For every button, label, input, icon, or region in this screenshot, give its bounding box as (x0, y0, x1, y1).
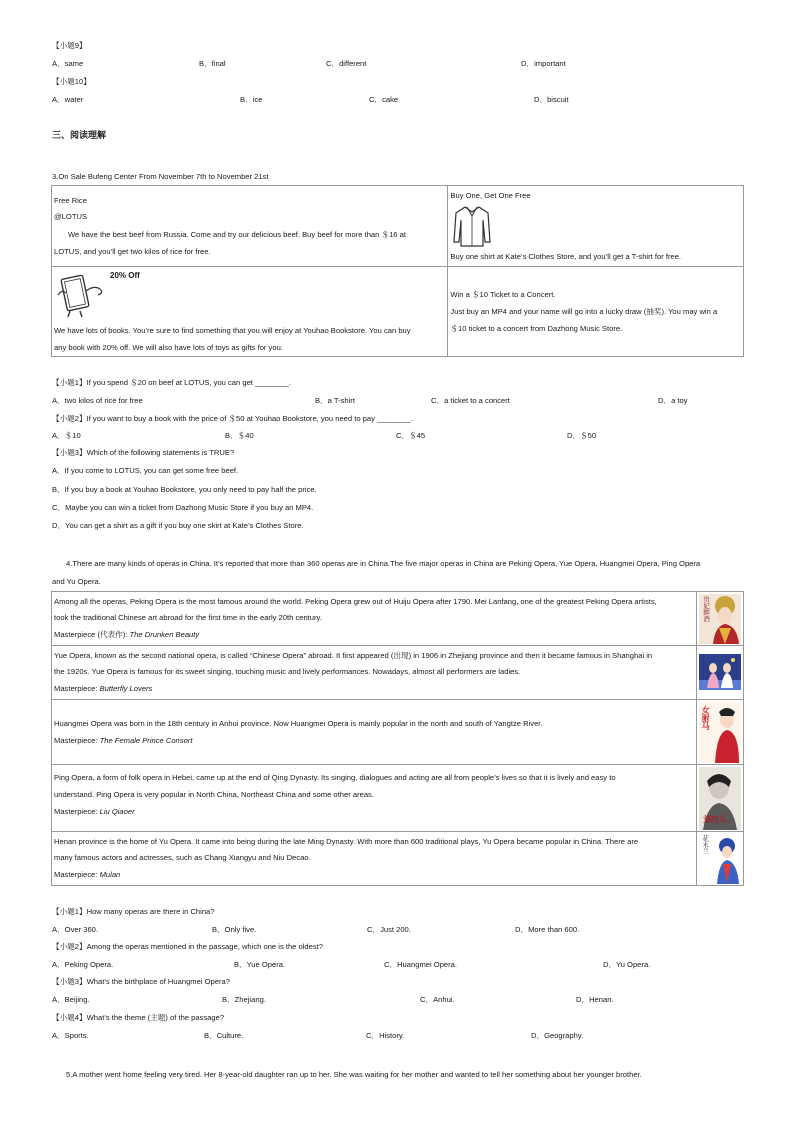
ad-rice-handle: @LOTUS (54, 212, 88, 221)
opera-image-cell (697, 592, 744, 646)
p4-q1-stem: 【小题1】How many operas are there in China? (52, 907, 215, 916)
ad-book-text-2: any book with 20% off. We will also have lots of toys as gifts for you. (54, 343, 283, 352)
opera-row-text: Ping Opera, a form of folk opera in Hebei, came up at the end of Qing Dynasty. Its singing, dialogues and acting are all from people’s lives so that it is lively and easy to (54, 773, 616, 782)
book-mascot-icon (54, 271, 106, 319)
p3-q3-option-b[interactable]: B．If you buy a book at Youhao Bookstore, you only need to pay half the price. (52, 485, 317, 494)
p3-q1-option-b[interactable]: B．a T-shirt (315, 396, 355, 405)
masterpiece-label: Masterpiece: (54, 807, 100, 816)
opera-image-cell (697, 765, 744, 832)
passage5-intro: 5.A mother went home feeling very tired. Her 8-year-old daughter ran up to her. She was waiting for her mother and wanted to tell her something about her younger brother. (66, 1070, 642, 1079)
ad-shirt-cell (448, 186, 744, 267)
p3-q3-option-c[interactable]: C．Maybe you can win a ticket from Dazhong Music Store if you buy an MP4. (52, 503, 314, 512)
p4-q1-option-a[interactable]: A．Over 360. (52, 925, 99, 934)
passage3-title: 3.On Sale Bufeng Center From November 7th to November 21st (52, 172, 269, 181)
opera-masterpiece (54, 684, 152, 694)
peking-opera-image-caption: 贵妃醉酒 (702, 596, 710, 622)
section-title: 三、阅读理解 (52, 130, 107, 140)
masterpiece-title: The Female Prince Consort (99, 736, 193, 745)
ad-shirt-text: Buy one shirt at Kate’s Clothes Store, and you’ll get a T-shirt for free. (450, 252, 682, 261)
p3-q1-option-a[interactable]: A．two kilos of rice for free (52, 396, 143, 405)
p3-q1-option-d[interactable]: D．a toy (658, 396, 688, 405)
ad-rice-title: Free Rice (54, 196, 87, 205)
p4-q2-option-b[interactable]: B．Yue Opera. (234, 960, 286, 969)
p4-q1-option-c[interactable]: C．Just 200. (367, 925, 411, 934)
operas-table (51, 591, 744, 886)
p4-q3-option-a[interactable]: A．Beijing. (52, 995, 90, 1004)
p3-q3-option-d[interactable]: D．You can get a shirt as a gift if you buy one skirt at Kate’s Clothes Store. (52, 521, 304, 530)
p3-q2-option-a[interactable]: A．＄10 (52, 431, 81, 440)
opera-row-text: Huangmei Opera was born in the 18th century in Anhui province. Now Huangmei Opera is mainly popular in the north and south of Yangtze River. (54, 719, 543, 728)
opera-row-yue (52, 646, 744, 700)
masterpiece-title: The Drunken Beauty (129, 630, 200, 639)
p4-q3-option-c[interactable]: C．Anhui. (420, 995, 455, 1004)
opera-image-cell (697, 832, 744, 886)
ad-ticket-text-2: ＄10 ticket to a concert from Dazhong Music Store. (450, 324, 623, 333)
p4-q4-option-a[interactable]: A．Sports. (52, 1031, 89, 1040)
opera-row-text: the 1920s. Yue Opera is famous for its sweet singing, touching music and lively performances. Nowadays, almost all performers are ladies. (54, 667, 521, 676)
p4-q1-option-b[interactable]: B．Only five. (212, 925, 257, 934)
q9-option-c[interactable]: C．different (326, 59, 367, 68)
masterpiece-title: Butterfly Lovers (99, 684, 153, 693)
p3-q2-stem: 【小题2】If you want to buy a book with the price of ＄50 at Youhao Bookstore, you need to pay ________. (52, 414, 413, 423)
ping-opera-image-caption: 刘巧儿 (703, 815, 728, 824)
yu-opera-image-caption: 花木兰 (701, 835, 709, 855)
opera-row-ping (52, 765, 744, 832)
ad-rice-text-2: LOTUS, and you’ll get two kilos of rice for free. (54, 247, 211, 256)
q9-option-d[interactable]: D．important (521, 59, 566, 68)
masterpiece-label: Masterpiece: (54, 870, 100, 879)
shirt-icon (452, 204, 492, 248)
p4-q4-option-c[interactable]: C．History. (366, 1031, 405, 1040)
ad-rice-cell (52, 186, 448, 267)
opera-image-cell (697, 646, 744, 700)
masterpiece-label: Masterpiece (代表作): (54, 630, 130, 639)
ad-ticket-text-1: Just buy an MP4 and your name will go into a lucky draw (抽奖). You may win a (450, 307, 718, 316)
opera-masterpiece (54, 630, 199, 640)
q9-option-b[interactable]: B．final (199, 59, 226, 68)
p3-q1-stem: 【小题1】If you spend ＄20 on beef at LOTUS, you can get ________. (52, 378, 291, 387)
p3-q3-option-a[interactable]: A．If you come to LOTUS, you can get some free beef. (52, 466, 239, 475)
p4-q1-option-d[interactable]: D．More than 600. (515, 925, 580, 934)
q10-option-d[interactable]: D．biscuit (534, 95, 569, 104)
p3-q2-option-d[interactable]: D．＄50 (567, 431, 597, 440)
ad-rice-text-1: We have the best beef from Russia. Come and try our delicious beef. Buy beef for more than ＄16 at (68, 230, 406, 239)
p4-q3-option-b[interactable]: B．Zhejiang. (222, 995, 266, 1004)
opera-row-text: Yue Opera, known as the second national opera, is called “Chinese Opera” abroad. It first appeared (出现) in 1906 in Zhejiang province and then it became famous in Shanghai in (54, 651, 653, 660)
ad-shirt-title: Buy One, Get One Free (450, 191, 531, 200)
opera-row-huangmei (52, 700, 744, 765)
q9-label: 【小题9】 (52, 41, 87, 50)
opera-row-text: Among all the operas, Peking Opera is the most famous around the world. Peking Opera grew out of Huiju Opera after 1790. Mei Lanfang, one of the greatest Peking Opera artists, (54, 597, 657, 606)
ad-book-text-1: We have lots of books. You’re sure to find something that you will enjoy at Youhao Bookstore. You can buy (54, 326, 411, 335)
opera-row-yu (52, 832, 744, 886)
q10-option-a[interactable]: A．water (52, 95, 84, 104)
masterpiece-label: Masterpiece: (54, 736, 100, 745)
opera-row-text: Henan province is the home of Yu Opera. It came into being during the late Ming Dynasty. With more than 600 traditional plays, Yu Opera became popular in China. There are (54, 837, 639, 846)
opera-row-text: took the traditional Chinese art abroad for the first time in the early 20th century. (54, 613, 322, 622)
masterpiece-title: Liu Qiaoer (99, 807, 135, 816)
p4-q2-stem: 【小题2】Among the operas mentioned in the passage, which one is the oldest? (52, 942, 324, 951)
opera-masterpiece (54, 807, 135, 817)
opera-image-cell (697, 700, 744, 765)
p3-q1-option-c[interactable]: C．a ticket to a concert (431, 396, 510, 405)
passage4-intro-2: and Yu Opera. (52, 577, 101, 586)
masterpiece-title: Mulan (99, 870, 121, 879)
p4-q4-option-b[interactable]: B．Culture. (204, 1031, 244, 1040)
ad-book-cell (52, 267, 448, 357)
yue-opera-image (699, 654, 741, 690)
opera-masterpiece (54, 870, 120, 880)
q10-label: 【小题10】 (52, 77, 91, 86)
ad-ticket-cell (448, 267, 744, 357)
q9-option-a[interactable]: A．same (52, 59, 84, 68)
ad-book-badge: 20% Off (110, 271, 140, 280)
passage4-intro-1: 4.There are many kinds of operas in China. It’s reported that more than 360 operas are in China.The five major operas in China are Peking Opera, Yue Opera, Huangmei Opera, Ping Opera (66, 559, 701, 568)
q10-option-b[interactable]: B．ice (240, 95, 263, 104)
p4-q2-option-c[interactable]: C．Huangmei Opera. (384, 960, 458, 969)
huangmei-opera-image-caption: 女驸马 (701, 706, 711, 730)
p4-q3-stem: 【小题3】What’s the birthplace of Huangmei Opera? (52, 977, 230, 986)
opera-row-text: understand. Ping Opera is very popular in North China, Northeast China and some other areas. (54, 790, 374, 799)
p4-q2-option-a[interactable]: A．Peking Opera. (52, 960, 114, 969)
p4-q4-stem: 【小题4】What’s the theme (主题) of the passage? (52, 1013, 225, 1022)
ad-ticket-title: Win a ＄10 Ticket to a Concert. (450, 290, 556, 299)
ads-table (51, 185, 744, 357)
p3-q3-stem: 【小题3】Which of the following statements is TRUE? (52, 448, 235, 457)
p4-q3-option-d[interactable]: D．Henan. (576, 995, 614, 1004)
opera-row-peking (52, 592, 744, 646)
p4-q4-option-d[interactable]: D．Geography. (531, 1031, 584, 1040)
masterpiece-label: Masterpiece: (54, 684, 100, 693)
p3-q2-option-b[interactable]: B．＄40 (225, 431, 254, 440)
p4-q2-option-d[interactable]: D．Yu Opera. (603, 960, 651, 969)
opera-row-text: many famous actors and actresses, such as Chang Xiangyu and Niu Decao. (54, 853, 311, 862)
q10-option-c[interactable]: C．cake (369, 95, 399, 104)
opera-masterpiece (54, 736, 192, 746)
p3-q2-option-c[interactable]: C．＄45 (396, 431, 426, 440)
